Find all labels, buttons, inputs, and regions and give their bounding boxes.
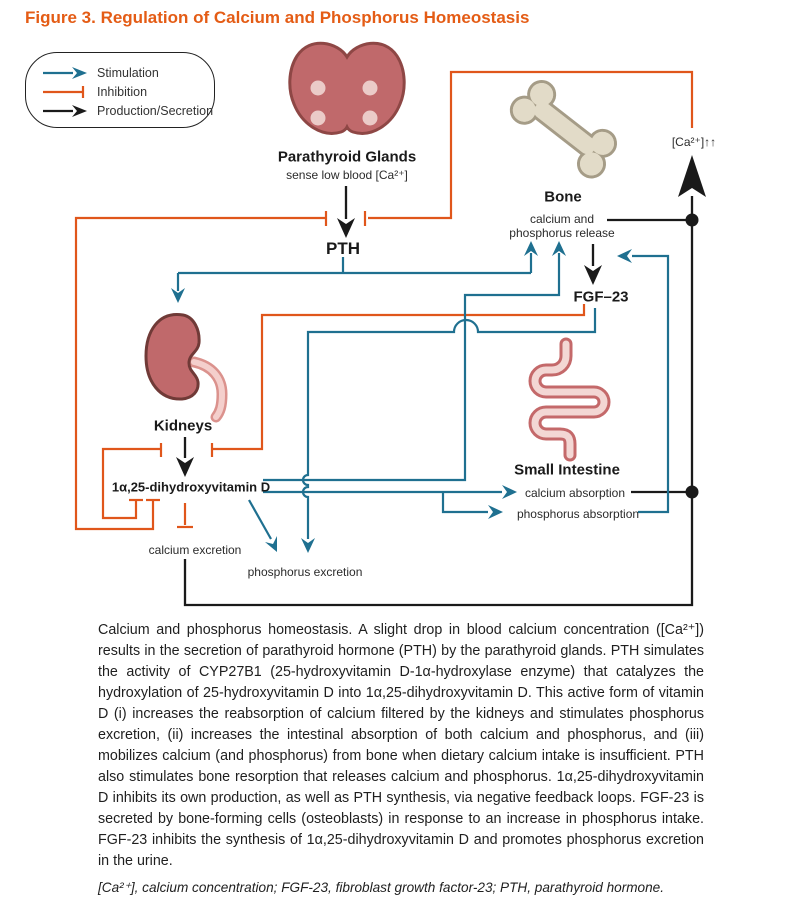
- fgf23-label: FGF–23: [573, 288, 629, 306]
- inhibition-tbar-icon: [41, 85, 89, 99]
- figure-title: Figure 3. Regulation of Calcium and Phosphorus Homeostasis: [25, 8, 530, 27]
- junction-dot-bone-release: [686, 214, 699, 227]
- kidneys-label: Kidneys: [153, 417, 213, 435]
- legend-row-inhibition: [41, 82, 214, 101]
- calcium-absorption-arrowhead: [502, 485, 517, 499]
- legend-row-production: [41, 101, 214, 120]
- intestine-icon: [535, 344, 604, 455]
- caption-footnote: [Ca²⁺], calcium concentration; FGF-23, fibroblast growth factor-23; PTH, parathyroid hormone.: [98, 880, 665, 895]
- pth-label: PTH: [326, 239, 360, 258]
- production-arrow-icon: [41, 104, 89, 118]
- phosphorus-excretion-label: phosphorus excretion: [247, 565, 363, 579]
- parathyroid-label: Parathyroid Glands: [277, 148, 417, 166]
- calcium-rise-arrowhead: [678, 155, 706, 197]
- calcium-high-label: [Ca²⁺]↑↑: [671, 135, 717, 149]
- figure-caption: [98, 620, 704, 898]
- caption-body: Calcium and phosphorus homeostasis. A slight drop in blood calcium concentration ([Ca²⁺]) results in the secretion of parathyroid hormone (PTH) by the parathyroid glands. PTH simulates the activity of CYP27B1 (25-hydroxyvitamin D-1α-hydroxylase enzyme) that catalyzes the hydroxylation of 25-hydroxyvitamin D into 1α,25-dihydroxyvitamin D. This active form of vitamin D (i) increases the reabsorption of calcium filtered by the kidneys and stimulates phosphorus excretion, (ii) increases the intestinal absorption of both calcium and phosphorus, and (iii) mobilizes calcium (and phosphorus) from bone when dietary calcium intake is insufficient. PTH also stimulates bone resorption that releases calcium and phosphorus. 1α,25-dihydroxyvitamin D inhibits its own production, as well as PTH synthesis, via negative feedback loops. FGF-23 is secreted by bone-forming cells (osteoblasts) in response to an increase in phosphorus intake. FGF-23 inhibits the synthesis of 1α,25-dihydroxyvitamin D and promotes phosphorus excretion in the urine.: [98, 622, 704, 869]
- parathyroid-icon: [290, 43, 404, 133]
- production-arrowheads: [176, 155, 706, 499]
- phosphorus-absorption-arrowhead: [488, 505, 503, 519]
- fgf23-inhibits-vitamind-line: [213, 304, 584, 449]
- vitamind-arrowhead: [176, 457, 194, 477]
- kidney-icon: [146, 315, 222, 417]
- phosphorus-to-fgf23-line: [632, 256, 668, 512]
- bone-icon: [505, 74, 624, 182]
- parathyroid-sublabel: sense low blood [Ca²⁺]: [286, 168, 408, 182]
- bone-release-line1: calcium and: [529, 212, 595, 226]
- fgf23-to-phosphorus-excretion-line: [303, 308, 595, 539]
- fgf23-stimulation-arrowhead: [617, 249, 632, 263]
- vitamin-d-label: 1α,25-dihydroxyvitamin D: [111, 479, 271, 495]
- phosphorus-absorption-label: phosphorus absorption: [516, 507, 640, 521]
- junction-dot-calcium-absorption: [686, 486, 699, 499]
- legend-row-stimulation: [41, 63, 214, 82]
- fgf23-arrowhead: [584, 265, 602, 285]
- calcium-excretion-label: calcium excretion: [148, 543, 242, 557]
- parathyroid-arrowhead: [337, 218, 355, 238]
- phosphorus-excretion-arrowhead-1: [301, 538, 315, 553]
- vitamind-to-phosphorus-absorption-line: [443, 492, 488, 512]
- bone-release-line2: phosphorus release: [509, 226, 615, 240]
- stimulation-arrow-icon: [41, 66, 89, 80]
- small-intestine-label: Small Intestine: [514, 461, 620, 479]
- legend-production-label: Production/Secretion: [97, 103, 214, 118]
- bone-label: Bone: [544, 188, 582, 206]
- calcium-absorption-label: calcium absorption: [524, 486, 626, 500]
- legend-inhibition-label: Inhibition: [97, 84, 148, 99]
- vitamind-to-phosphorus-excretion-line: [249, 500, 271, 539]
- legend-box: [25, 52, 215, 128]
- legend-stimulation-label: Stimulation: [97, 65, 159, 80]
